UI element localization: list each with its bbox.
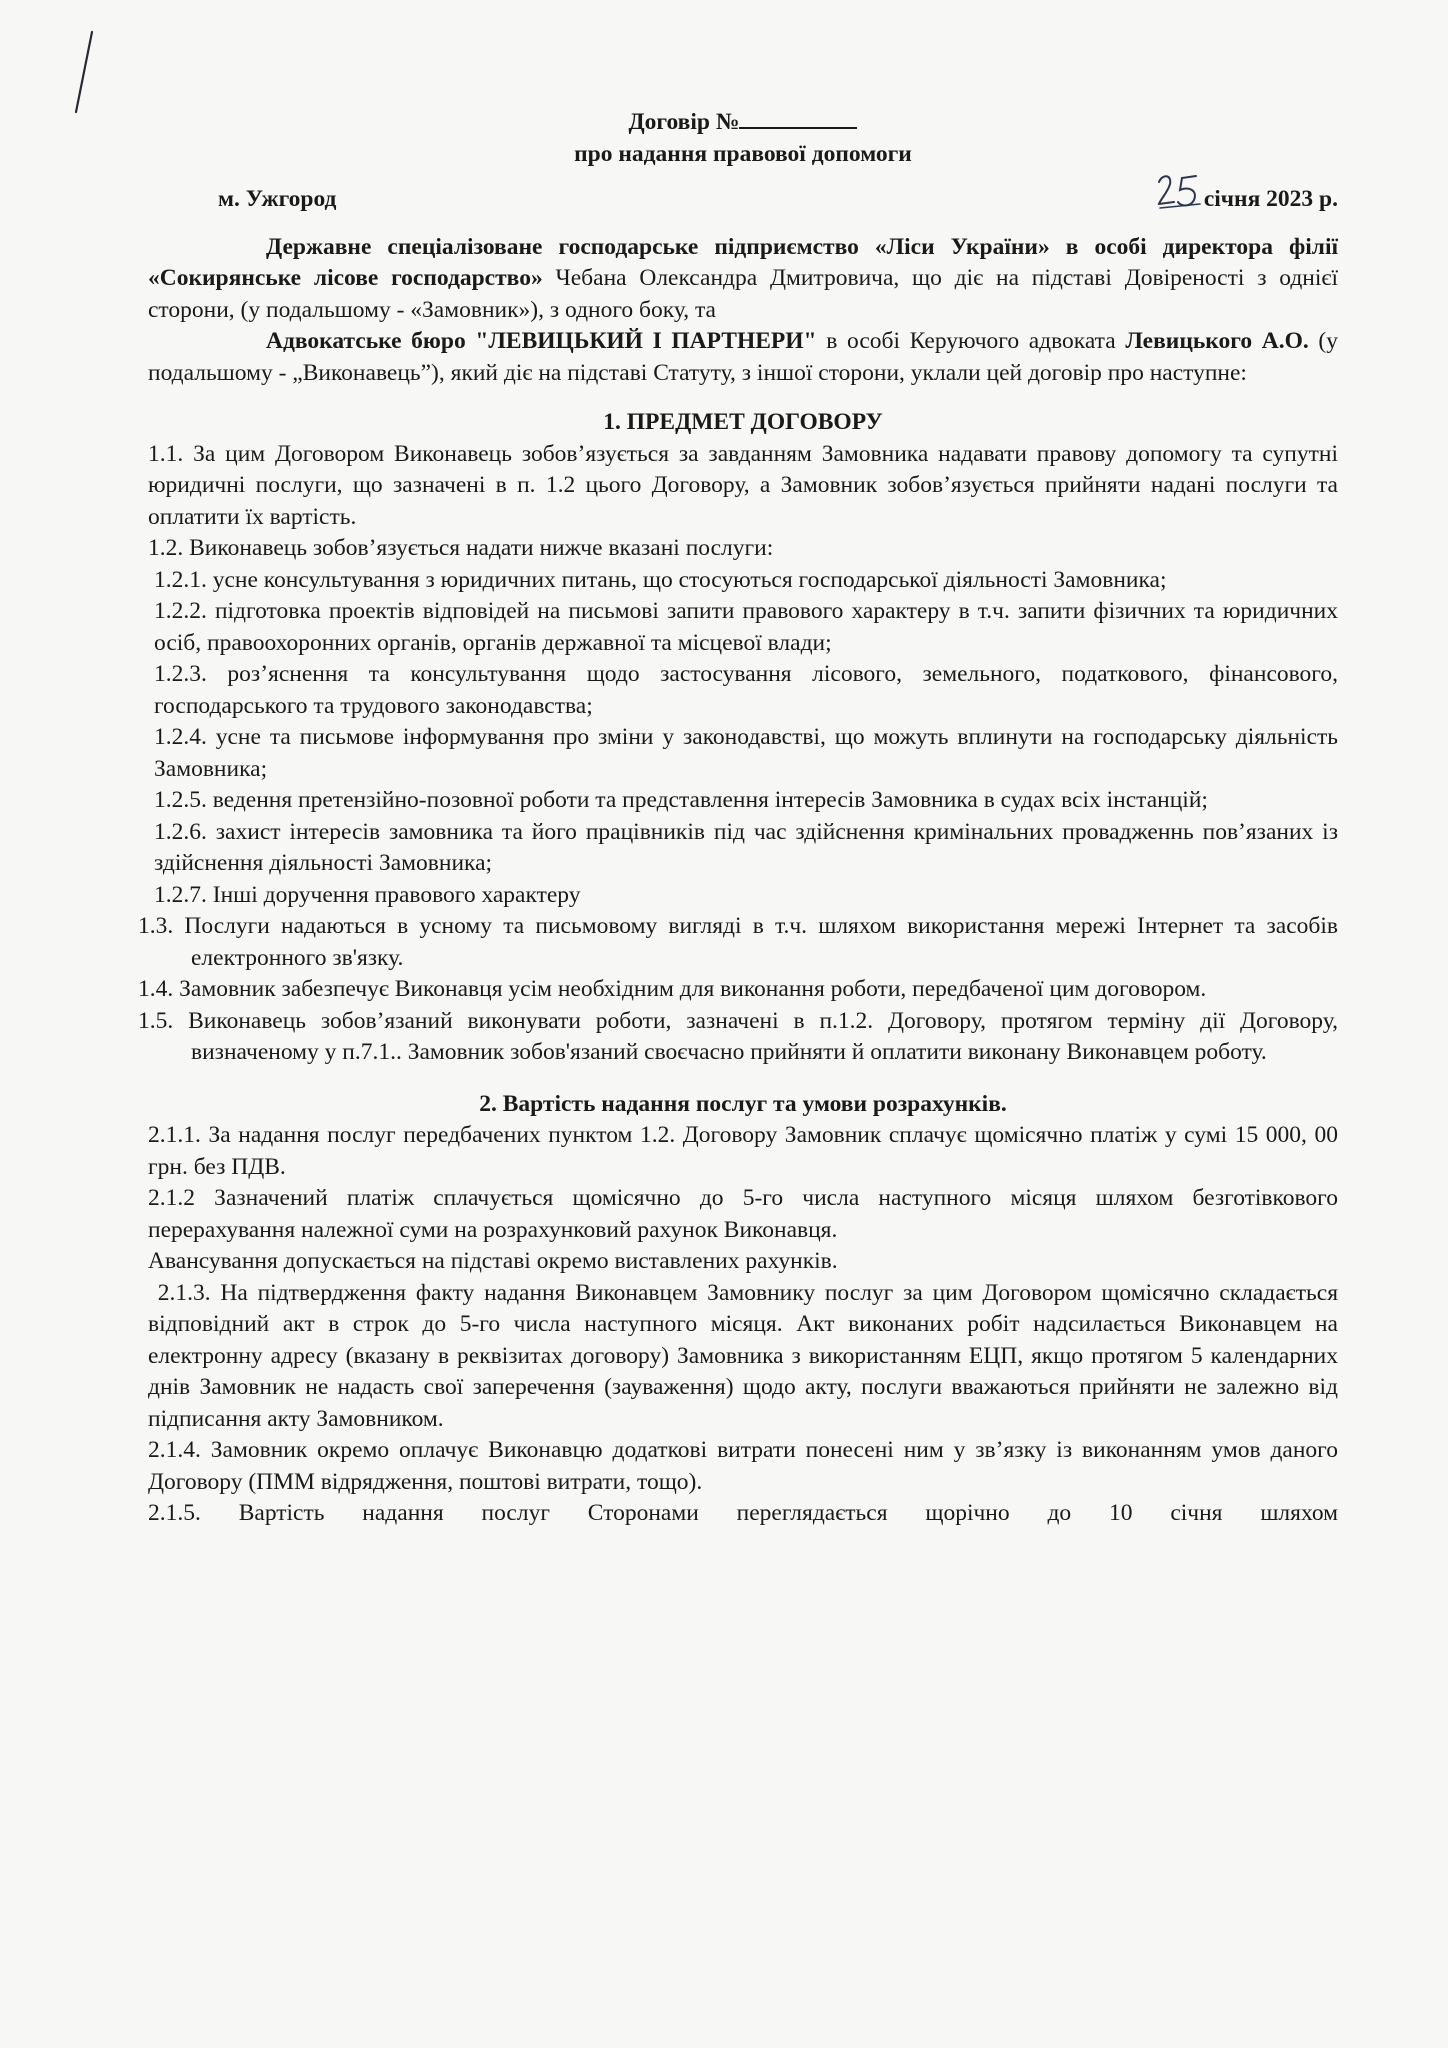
clause-1-1: 1.1. За цим Договором Виконавець зобов’язується за завданням Замовника надавати правову допомогу та супутні юридичні послуги, що зазначені в п. 1.2 цього Договору, а Замовник зобов’язується прийняти надані послуги та оплатити їх вартість. — [148, 440, 1338, 530]
clause-2-1-3: 2.1.3. На підтвердження факту надання Виконавцем Замовнику послуг за цим Договором щомісячно складається відповідний акт в строк до 5-го числа наступного місяця. Акт виконаних робіт надсилається Виконавцем на електронну адресу (вказану в реквізитах договору) Замовника з використанням ЕЦП, якщо протягом 5 календарних днів Замовник не надасть свої заперечення (зауваження) щодо акту, послуги вважаються прийняти не залежно від підписання акту Замовником. — [148, 1279, 1344, 1432]
clause-1-2-4: 1.2.4. усне та письмове інформування про зміни у законодавстві, що можуть вплинути на господарську діяльність Замовника; — [154, 724, 1338, 782]
clause-2-1-1: 2.1.1. За надання послуг передбачених пунктом 1.2. Договору Замовник сплачує щомісячно платіж у сумі 15 000, 00 грн. без ПДВ. — [148, 1122, 1338, 1180]
section-1-title: 1. ПРЕДМЕТ ДОГОВОРУ — [603, 409, 883, 435]
customer-text: Чебана Олександра Дмитровича, що діє на підставі Довіреності з однієї сторони, (у подальшому - «Замовник»), з одного боку, та — [148, 265, 1338, 323]
clause-1-2-5: 1.2.5. ведення претензійно-позовної роботи та представлення інтересів Замовника в судах всіх інстанцій; — [154, 787, 1208, 813]
contractor-text-end: (у подальшому - „Виконавець”), який діє на підставі Статуту, з іншої сторони, уклали цей договір про наступне: — [148, 328, 1339, 386]
contractor-text: в особі Керуючого адвоката — [816, 328, 1126, 354]
clause-1-2: 1.2. Виконавець зобов’язується надати нижче вказані послуги: — [148, 535, 774, 561]
clause-1-3: 1.3. Послуги надаються в усному та письмовому вигляді в т.ч. шляхом використання мережі Інтернет та засобів електронного зв'язку. — [138, 913, 1338, 971]
handwritten-day-signature — [1156, 170, 1206, 212]
clause-2-1-5: 2.1.5. Вартість надання послуг Сторонами переглядається щорічно до 10 січня шляхом — [148, 1500, 1338, 1526]
customer-name: Державне спеціалізоване господарське підприємство «Ліси України» в особі директора філії «Сокирянське лісове господарство» — [148, 233, 1338, 291]
clause-1-5: 1.5. Виконавець зобов’язаний виконувати роботи, зазначені в п.1.2. Договору, протягом терміну дії Договору, визначеному у п.7.1.. Замовник зобов'язаний своєчасно прийняти й оплатити виконану Виконавцем роботу. — [138, 1007, 1338, 1065]
clause-2-1-2: 2.1.2 Зазначений платіж сплачується щомісячно до 5-го числа наступного місяця шляхом безготівкового перерахування належної суми на розрахунковий рахунок Виконавця. — [148, 1185, 1338, 1243]
document-title — [148, 105, 1338, 138]
date-text: січня 2023 р. — [1203, 186, 1338, 212]
place-date-line — [148, 184, 1338, 216]
clause-1-2-7: 1.2.7. Інші доручення правового характеру — [154, 881, 581, 908]
preamble-contractor — [148, 326, 1338, 389]
clause-1-4: 1.4. Замовник забезпечує Виконавця усім необхідним для виконання роботи, передбаченої цим договором. — [138, 976, 1207, 1002]
contractor-rep: Левицького А.О. — [1125, 328, 1309, 354]
advance-payment-note: Авансування допускається на підставі окремо виставлених рахунків. — [148, 1248, 838, 1274]
clause-2-1-4: 2.1.4. Замовник окремо оплачує Виконавцю додаткові витрати понесені ним у зв’язку із виконанням умов даного Договору (ПММ відрядження, поштові витрати, тощо). — [148, 1437, 1338, 1495]
preamble-customer — [148, 232, 1338, 327]
contract-number-blank — [739, 105, 857, 129]
contractor-name: Адвокатське бюро "ЛЕВИЦЬКИЙ І ПАРТНЕРИ" — [266, 328, 817, 354]
title-line1: Договір № — [628, 109, 740, 135]
date — [1204, 184, 1338, 216]
document-subtitle: про надання правової допомоги — [574, 141, 912, 167]
city: м. Ужгород — [218, 186, 337, 212]
pen-stroke-mark — [68, 28, 98, 118]
section-2-title: 2. Вартість надання послуг та умови розрахунків. — [479, 1090, 1007, 1117]
document-body — [138, 105, 1344, 1530]
clause-1-2-6: 1.2.6. захист інтересів замовника та його працівників під час здійснення кримінальних провадженнь пов’язаних із здійснення діяльності Замовника; — [154, 818, 1338, 876]
clause-1-2-2: 1.2.2. підготовка проектів відповідей на письмові запити правового характеру в т.ч. запити фізичних та юридичних осіб, правоохоронних органів, органів державної та місцевої влади; — [154, 598, 1338, 656]
clause-1-2-3: 1.2.3. роз’яснення та консультування щодо застосування лісового, земельного, податкового, фінансового, господарського та трудового законодавства; — [154, 661, 1338, 719]
clause-1-2-1: 1.2.1. усне консультування з юридичних питань, що стосуються господарської діяльності Замовника; — [154, 566, 1167, 593]
